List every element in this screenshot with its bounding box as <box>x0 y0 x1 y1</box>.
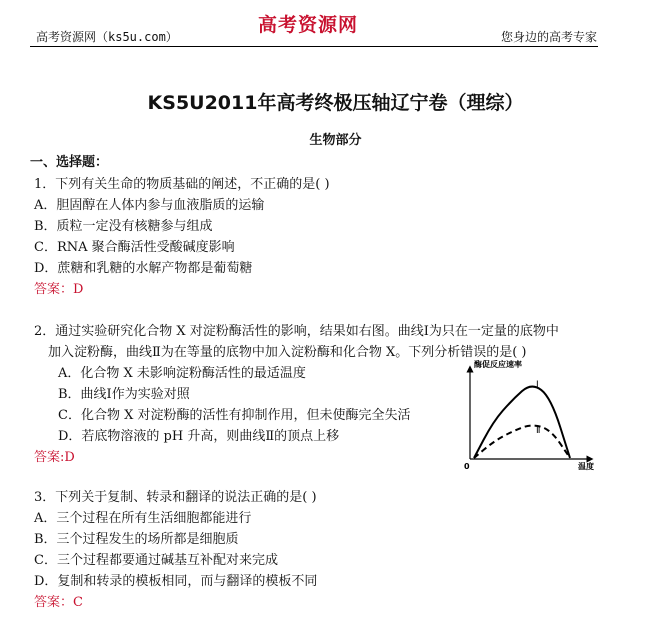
header-site-name: 高考资源网（ks5u.com） <box>36 30 178 44</box>
q3-option-d: D．复制和转录的模板相同，而与翻译的模板不同 <box>34 574 318 589</box>
q1-answer: 答案：D <box>34 282 84 297</box>
q1-stem: 1．下列有关生命的物质基础的阐述，不正确的是( ) <box>34 177 330 192</box>
chart-origin-label: 0 <box>464 462 470 471</box>
chart-x-label: 温度 <box>578 462 594 471</box>
series-label-ii: Ⅱ <box>536 426 541 436</box>
header-logo: 高考资源网 <box>258 14 359 36</box>
q1-option-c: C．RNA 聚合酶活性受酸碱度影响 <box>34 240 235 255</box>
document-subtitle: 生物部分 <box>309 133 362 148</box>
page-header <box>0 0 671 48</box>
q3-option-a: A．三个过程在所有生活细胞都能进行 <box>34 511 252 526</box>
q3-option-b: B．三个过程发生的场所都是细胞质 <box>34 532 239 547</box>
enzyme-activity-chart <box>460 355 610 475</box>
q3-option-c: C．三个过程都要通过碱基互补配对来完成 <box>34 553 278 568</box>
chart-y-label: 酶促反应速率 <box>474 360 522 369</box>
series-label-i: Ⅰ <box>536 380 539 390</box>
document-title: KS5U2011年高考终极压轴辽宁卷（理综） <box>147 92 524 114</box>
q3-answer: 答案：C <box>34 595 83 610</box>
q1-option-a: A．胆固醇在人体内参与血液脂质的运输 <box>34 198 265 213</box>
section-heading: 一、选择题： <box>30 155 109 170</box>
q2-option-b: B．曲线Ⅰ作为实验对照 <box>58 387 190 402</box>
q1-option-d: D．蔗糖和乳糖的水解产物都是葡萄糖 <box>34 261 253 276</box>
q3-stem: 3．下列关于复制、转录和翻译的说法正确的是( ) <box>34 490 317 505</box>
q2-answer: 答案:D <box>34 450 75 465</box>
q2-stem-line1: 2．通过实验研究化合物 X 对淀粉酶活性的影响，结果如右图。曲线Ⅰ为只在一定量的底物中 <box>34 324 559 339</box>
series-line-i <box>474 387 570 458</box>
q2-stem-line2: 加入淀粉酶，曲线Ⅱ为在等量的底物中加入淀粉酶和化合物 X。下列分析错误的是( ) <box>48 345 527 360</box>
q1-option-b: B．质粒一定没有核糖参与组成 <box>34 219 213 234</box>
header-divider <box>30 46 598 47</box>
q2-option-c: C．化合物 X 对淀粉酶的活性有抑制作用，但未使酶完全失活 <box>58 408 411 423</box>
q2-option-d: D．若底物溶液的 pH 升高，则曲线Ⅱ的顶点上移 <box>58 429 340 444</box>
q2-option-a: A．化合物 X 未影响淀粉酶活性的最适温度 <box>58 366 306 381</box>
header-slogan: 您身边的高考专家 <box>500 30 597 44</box>
